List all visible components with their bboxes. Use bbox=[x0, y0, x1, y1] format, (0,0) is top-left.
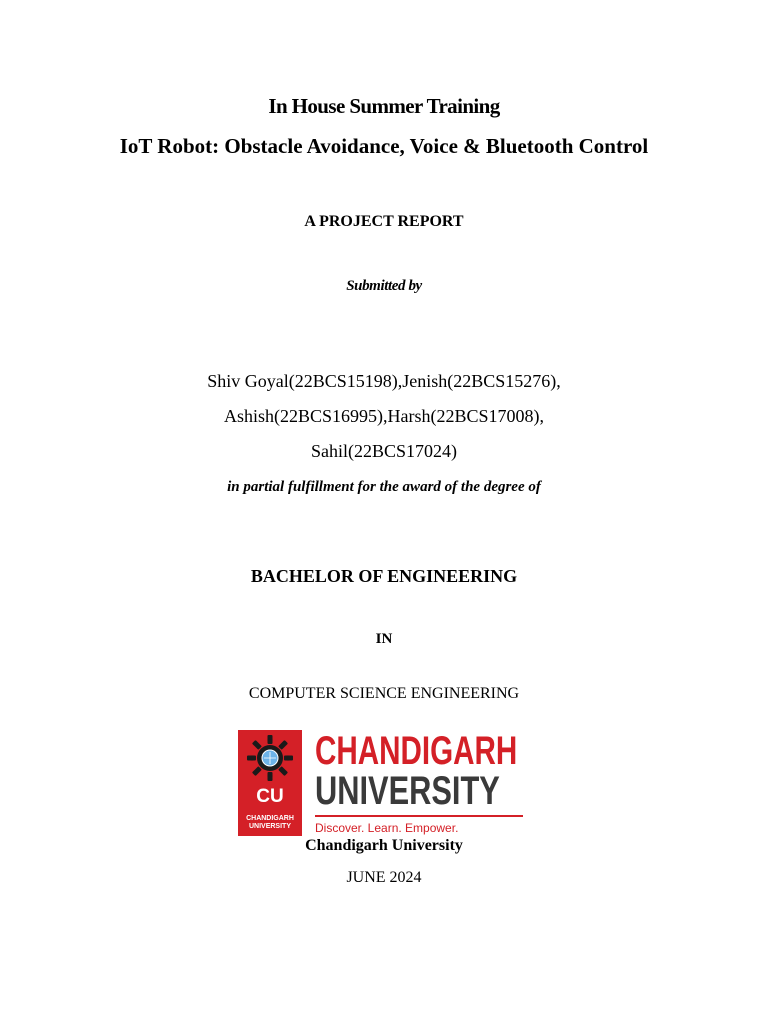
logo-small-line: UNIVERSITY bbox=[248, 823, 291, 830]
submission-date: JUNE 2024 bbox=[346, 869, 422, 886]
author-line: Ashish(22BCS16995),Harsh(22BCS17008), bbox=[223, 406, 545, 426]
degree-title: BACHELOR OF ENGINEERING bbox=[250, 566, 518, 586]
gear-emblem-icon bbox=[244, 732, 296, 784]
logo-small-line: CHANDIGARH bbox=[246, 815, 294, 822]
university-logo bbox=[238, 730, 528, 838]
author-line: Shiv Goyal(22BCS15198),Jenish(22BCS15276), bbox=[207, 371, 561, 391]
fulfillment-statement: in partial fulfillment for the award of the degree of bbox=[227, 479, 541, 495]
training-title: In House Summer Training bbox=[268, 94, 500, 118]
project-title: IoT Robot: Obstacle Avoidance, Voice & Bluetooth Control bbox=[119, 134, 649, 158]
logo-monogram: CU bbox=[256, 786, 284, 807]
logo-badge bbox=[238, 730, 302, 836]
submitted-by-label: Submitted by bbox=[346, 278, 422, 294]
logo-divider bbox=[315, 815, 523, 817]
report-label: A PROJECT REPORT bbox=[304, 213, 464, 230]
in-label: IN bbox=[375, 631, 393, 647]
author-line: Sahil(22BCS17024) bbox=[310, 441, 457, 461]
logo-wordmark-line-1: CHANDIGARH bbox=[315, 729, 518, 773]
logo-wordmark-line-2: UNIVERSITY bbox=[315, 769, 500, 813]
university-name: Chandigarh University bbox=[305, 837, 463, 854]
branch-title: COMPUTER SCIENCE ENGINEERING bbox=[248, 685, 520, 702]
logo-tagline: Discover. Learn. Empower. bbox=[315, 821, 459, 835]
